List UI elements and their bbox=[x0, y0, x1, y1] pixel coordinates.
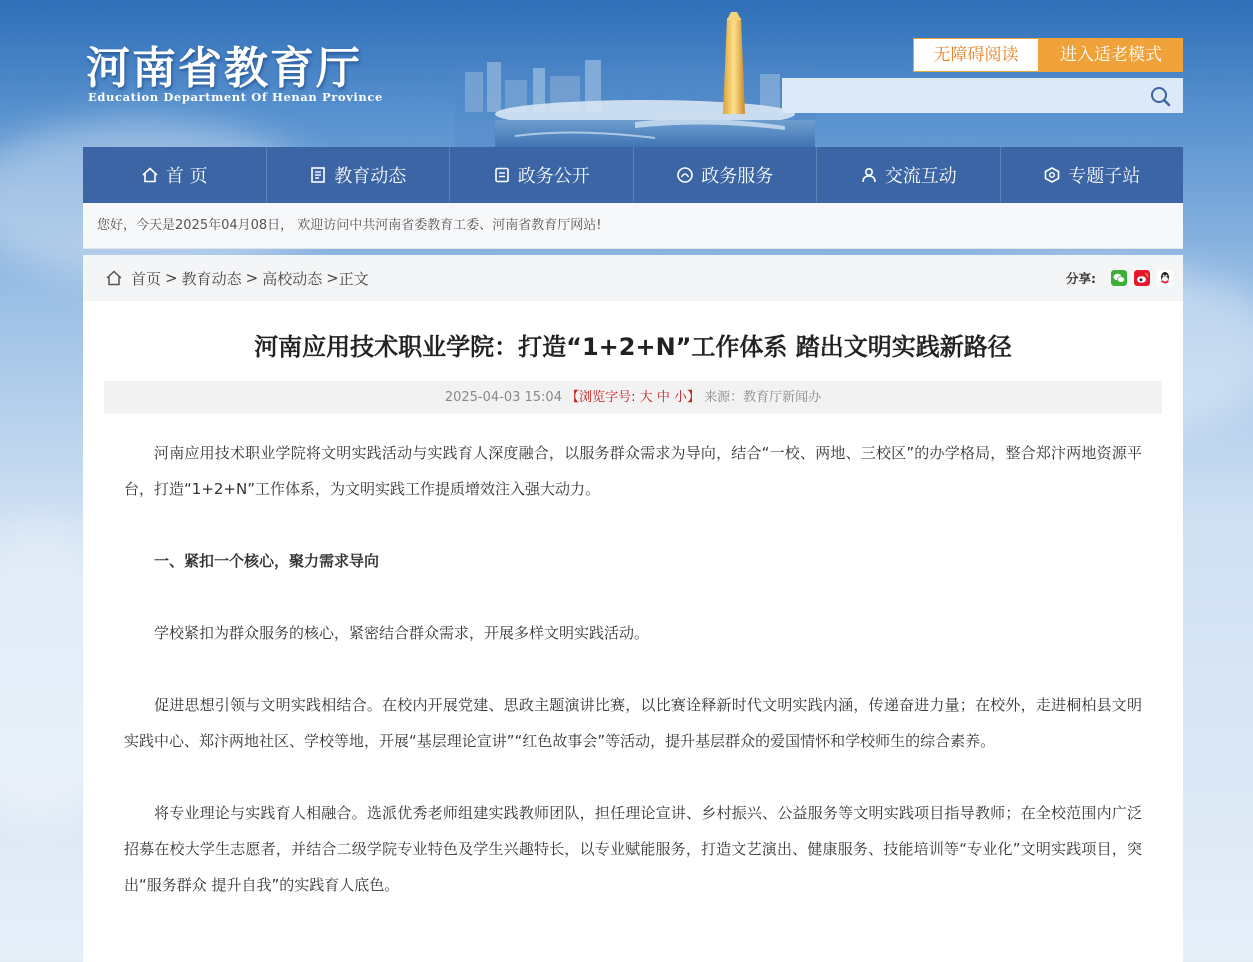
font-size-switcher bbox=[566, 390, 700, 405]
article-paragraph: 河南应用技术职业学院将文明实践活动与实践育人深度融合，以服务群众需求为导向，结合“一校、两地、三校区”的办学格局，整合郑汴两地资源平台，打造“1+2+N”工作体系，为文明实践工作提质增效注入强大动力。 bbox=[124, 444, 1142, 498]
breadcrumb-university-news[interactable]: 高校动态 bbox=[262, 269, 323, 288]
home-icon bbox=[105, 269, 123, 287]
nav-item-label: 专题子站 bbox=[1068, 166, 1141, 187]
accessibility-buttons bbox=[913, 38, 1183, 72]
nav-item-interaction[interactable] bbox=[817, 147, 1001, 203]
nav-item-label: 交流互动 bbox=[884, 166, 957, 187]
article-container bbox=[83, 255, 1183, 962]
breadcrumb bbox=[105, 255, 373, 301]
nav-item-label: 政务服务 bbox=[701, 166, 774, 187]
article-paragraph: 将专业理论与实践育人相融合。选派优秀老师组建实践教师团队，担任理论宣讲、乡村振兴、公益服务等文明实践项目指导教师；在全校范围内广泛招募在校大学生志愿者，并结合二级学院专业特色及学生兴趣特长，以专业赋能服务，打造文艺演出、健康服务、技能培训等“专业化”文明实践项目，突出“服务群众 提升自我”的实践育人底色。 bbox=[124, 804, 1142, 894]
site-logo-title[interactable]: 河南省教育厅 bbox=[86, 43, 362, 94]
breadcrumb-separator: > bbox=[165, 269, 178, 287]
search-input[interactable] bbox=[782, 78, 1142, 113]
home-icon bbox=[141, 166, 159, 184]
share-bar bbox=[1066, 269, 1173, 287]
breadcrumb-home[interactable]: 首页 bbox=[131, 269, 162, 288]
article-title: 河南应用技术职业学院：打造“1+2+N”工作体系 踏出文明实践新路径 bbox=[254, 333, 1012, 361]
document-icon bbox=[309, 166, 327, 184]
nav-item-label: 教育动态 bbox=[334, 166, 407, 187]
elder-mode-button[interactable]: 进入适老模式 bbox=[1039, 38, 1183, 72]
nav-item-government-services[interactable] bbox=[634, 147, 818, 203]
article-body bbox=[124, 435, 1142, 903]
nav-item-home[interactable] bbox=[83, 147, 267, 203]
nav-item-special-topics[interactable] bbox=[1001, 147, 1184, 203]
accessible-reading-button[interactable]: 无障碍阅读 bbox=[913, 38, 1039, 72]
site-logo-subtitle: Education Department Of Henan Province bbox=[88, 90, 383, 104]
breadcrumb-education-news[interactable]: 教育动态 bbox=[181, 269, 242, 288]
publish-date: 2025-04-03 15:04 bbox=[444, 390, 562, 405]
font-size-large[interactable]: 大 bbox=[639, 390, 653, 405]
nav-item-label: 首 页 bbox=[165, 166, 208, 187]
article-paragraph: 促进思想引领与文明实践相结合。在校内开展党建、思政主题演讲比赛，以比赛诠释新时代文明实践内涵，传递奋进力量；在校外，走进桐柏县文明实践中心、郑汴两地社区、学校等地，开展“基层理论宣讲”“红色故事会”等活动，提升基层群众的爱国情怀和学校师生的综合素养。 bbox=[124, 696, 1142, 750]
chat-icon bbox=[860, 166, 878, 184]
breadcrumb-separator: > bbox=[245, 269, 259, 287]
site-header bbox=[0, 0, 1253, 147]
qq-icon[interactable] bbox=[1157, 270, 1173, 286]
nav-item-label: 政务公开 bbox=[517, 166, 590, 187]
nav-item-education-news[interactable] bbox=[267, 147, 451, 203]
weibo-icon[interactable] bbox=[1134, 270, 1150, 286]
search-box bbox=[782, 78, 1183, 113]
font-size-small[interactable]: 小 bbox=[673, 390, 687, 405]
font-size-label: 【浏览字号: bbox=[566, 390, 636, 405]
font-size-label-end: 】 bbox=[686, 390, 700, 405]
breadcrumb-separator: > bbox=[326, 269, 339, 287]
welcome-bar: 您好，今天是2025年04月08日， 欢迎访问中共河南省委教育工委、河南省教育厅网站! bbox=[83, 203, 1183, 249]
article-meta bbox=[104, 381, 1162, 414]
nav-item-government-affairs[interactable] bbox=[450, 147, 634, 203]
service-icon bbox=[676, 166, 694, 184]
search-icon[interactable] bbox=[1149, 85, 1171, 107]
city-skyline-banner bbox=[455, 10, 815, 147]
breadcrumb-current: 正文 bbox=[338, 269, 369, 288]
article-source: 来源：教育厅新闻办 bbox=[704, 390, 822, 405]
topic-icon bbox=[1043, 166, 1061, 184]
clipboard-icon bbox=[493, 166, 511, 184]
font-size-medium[interactable]: 中 bbox=[656, 390, 670, 405]
article-paragraph: 学校紧扣为群众服务的核心，紧密结合群众需求，开展多样文明实践活动。 bbox=[154, 624, 650, 642]
share-label: 分享: bbox=[1066, 271, 1096, 286]
breadcrumb-bar bbox=[83, 255, 1183, 301]
wechat-icon[interactable] bbox=[1111, 270, 1127, 286]
article-section-heading: 一、紧扣一个核心，聚力需求导向 bbox=[154, 552, 380, 570]
main-nav bbox=[83, 147, 1183, 203]
